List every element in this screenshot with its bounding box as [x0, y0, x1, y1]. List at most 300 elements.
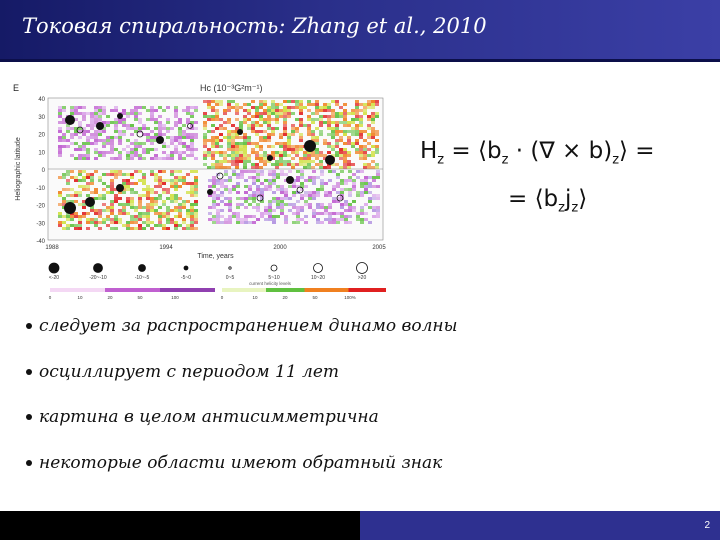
diagram-cell — [130, 112, 134, 115]
diagram-cell — [323, 106, 327, 109]
diagram-cell — [283, 100, 287, 103]
diagram-cell — [130, 197, 134, 200]
diagram-cell — [154, 203, 158, 206]
diagram-cell — [259, 130, 263, 133]
diagram-cell — [359, 103, 363, 106]
bullet-dot-icon — [26, 460, 32, 466]
diagram-cell — [138, 197, 142, 200]
diagram-cell — [243, 133, 247, 136]
diagram-cell — [166, 154, 170, 157]
diagram-cell — [308, 179, 312, 182]
diagram-cell — [228, 188, 232, 191]
diagram-cell — [231, 145, 235, 148]
diagram-cell — [376, 206, 380, 209]
diagram-cell — [106, 218, 110, 221]
diagram-cell — [267, 145, 271, 148]
diagram-cell — [272, 191, 276, 194]
diagram-cell — [328, 203, 332, 206]
diagram-cell — [223, 121, 227, 124]
diagram-cell — [320, 185, 324, 188]
diagram-cell — [174, 188, 178, 191]
diagram-cell — [243, 154, 247, 157]
diagram-cell — [307, 133, 311, 136]
diagram-cell — [94, 118, 98, 121]
diagram-cell — [328, 221, 332, 224]
colorbar-cell — [171, 288, 177, 292]
diagram-cell — [154, 224, 158, 227]
diagram-cell — [276, 176, 280, 179]
colorbar-label: 20 — [282, 295, 288, 300]
diagram-cell — [130, 157, 134, 160]
diagram-cell — [291, 148, 295, 151]
diagram-cell — [118, 203, 122, 206]
diagram-cell — [320, 203, 324, 206]
diagram-cell — [216, 188, 220, 191]
diagram-cell — [332, 185, 336, 188]
diagram-cell — [94, 224, 98, 227]
diagram-cell — [78, 191, 82, 194]
diagram-cell — [182, 203, 186, 206]
diagram-cell — [150, 157, 154, 160]
diagram-cell — [319, 130, 323, 133]
diagram-cell — [58, 151, 62, 154]
diagram-cell — [194, 209, 198, 212]
diagram-cell — [106, 124, 110, 127]
diagram-cell — [158, 182, 162, 185]
diagram-cell — [243, 115, 247, 118]
diagram-cell — [307, 115, 311, 118]
diagram-cell — [291, 112, 295, 115]
diagram-cell — [364, 203, 368, 206]
diagram-cell — [264, 179, 268, 182]
diagram-cell — [235, 166, 239, 169]
colorbar-cell — [266, 288, 272, 292]
diagram-cell — [114, 127, 118, 130]
diagram-cell — [272, 173, 276, 176]
diagram-cell — [243, 109, 247, 112]
diagram-cell — [235, 142, 239, 145]
diagram-cell — [74, 148, 78, 151]
diagram-cell — [158, 106, 162, 109]
diagram-cell — [320, 173, 324, 176]
diagram-cell — [235, 106, 239, 109]
diagram-cell — [296, 215, 300, 218]
diagram-cell — [158, 179, 162, 182]
diagram-cell — [178, 209, 182, 212]
diagram-cell — [207, 103, 211, 106]
colorbar-cell — [105, 288, 111, 292]
colorbar-label: 50 — [137, 295, 143, 300]
diagram-cell — [280, 191, 284, 194]
formula-sub: z — [571, 200, 579, 216]
diagram-cell — [364, 182, 368, 185]
diagram-cell — [150, 191, 154, 194]
colorbar-cell — [199, 288, 205, 292]
diagram-cell — [343, 121, 347, 124]
diagram-cell — [272, 218, 276, 221]
diagram-cell — [90, 142, 94, 145]
diagram-cell — [219, 151, 223, 154]
diagram-cell — [98, 112, 102, 115]
diagram-cell — [351, 163, 355, 166]
diagram-cell — [235, 157, 239, 160]
diagram-cell — [98, 109, 102, 112]
colorbar-cell — [149, 288, 155, 292]
diagram-cell — [78, 148, 82, 151]
diagram-cell — [367, 133, 371, 136]
diagram-cell — [82, 115, 86, 118]
diagram-cell — [267, 139, 271, 142]
diagram-cell — [182, 206, 186, 209]
diagram-cell — [364, 188, 368, 191]
diagram-cell — [94, 151, 98, 154]
diagram-cell — [343, 112, 347, 115]
colorbar-cell — [371, 288, 377, 292]
diagram-cell — [256, 206, 260, 209]
diagram-cell — [315, 139, 319, 142]
diagram-cell — [166, 145, 170, 148]
diagram-cell — [327, 166, 331, 169]
diagram-cell — [300, 173, 304, 176]
diagram-cell — [74, 224, 78, 227]
diagram-cell — [344, 188, 348, 191]
diagram-cell — [375, 166, 379, 169]
diagram-cell — [158, 127, 162, 130]
diagram-cell — [316, 176, 320, 179]
diagram-cell — [134, 109, 138, 112]
diagram-cell — [263, 121, 267, 124]
diagram-cell — [223, 160, 227, 163]
diagram-cell — [182, 130, 186, 133]
diagram-cell — [256, 191, 260, 194]
diagram-cell — [323, 115, 327, 118]
diagram-cell — [150, 221, 154, 224]
legend-label: <-20 — [48, 275, 60, 281]
diagram-cell — [299, 118, 303, 121]
diagram-cell — [251, 100, 255, 103]
diagram-cell — [275, 151, 279, 154]
diagram-cell — [327, 127, 331, 130]
diagram-cell — [166, 106, 170, 109]
diagram-cell — [231, 124, 235, 127]
diagram-cell — [355, 139, 359, 142]
diagram-cell — [268, 212, 272, 215]
diagram-cell — [211, 139, 215, 142]
diagram-cell — [239, 160, 243, 163]
diagram-cell — [220, 209, 224, 212]
diagram-cell — [118, 197, 122, 200]
colorbar-cell — [122, 288, 128, 292]
diagram-cell — [150, 106, 154, 109]
diagram-cell — [86, 154, 90, 157]
legend-symbol — [314, 264, 323, 273]
diagram-cell — [344, 218, 348, 221]
diagram-cell — [315, 148, 319, 151]
diagram-cell — [307, 127, 311, 130]
diagram-cell — [359, 151, 363, 154]
diagram-cell — [339, 157, 343, 160]
diagram-cell — [271, 109, 275, 112]
colorbar-cell — [327, 288, 333, 292]
diagram-cell — [114, 106, 118, 109]
diagram-cell — [259, 103, 263, 106]
diagram-cell — [146, 127, 150, 130]
diagram-cell — [335, 133, 339, 136]
diagram-cell — [348, 209, 352, 212]
diagram-cell — [371, 118, 375, 121]
diagram-cell — [347, 124, 351, 127]
diagram-cell — [178, 139, 182, 142]
diagram-cell — [371, 136, 375, 139]
diagram-cell — [130, 127, 134, 130]
formula-curl: · (∇ × b) — [508, 138, 613, 164]
diagram-cell — [142, 206, 146, 209]
diagram-cell — [236, 191, 240, 194]
y-tick-label: 40 — [38, 97, 45, 103]
diagram-cell — [227, 139, 231, 142]
diagram-cell — [364, 191, 368, 194]
diagram-cell — [220, 179, 224, 182]
diagram-cell — [138, 157, 142, 160]
diagram-cell — [216, 221, 220, 224]
diagram-cell — [110, 182, 114, 185]
diagram-cell — [375, 151, 379, 154]
diagram-cell — [106, 206, 110, 209]
diagram-cell — [255, 133, 259, 136]
diagram-cell — [336, 212, 340, 215]
diagram-cell — [94, 157, 98, 160]
diagram-cell — [150, 227, 154, 230]
diagram-cell — [194, 133, 198, 136]
diagram-cell — [243, 145, 247, 148]
diagram-cell — [162, 151, 166, 154]
diagram-cell — [295, 163, 299, 166]
diagram-cell — [102, 173, 106, 176]
diagram-cell — [178, 185, 182, 188]
diagram-cell — [150, 142, 154, 145]
diagram-cell — [351, 142, 355, 145]
diagram-cell — [126, 115, 130, 118]
figure-panel-letter: E — [13, 83, 20, 93]
colorbar-cell — [100, 288, 106, 292]
diagram-cell — [166, 188, 170, 191]
diagram-cell — [154, 176, 158, 179]
diagram-cell — [110, 203, 114, 206]
diagram-cell — [194, 218, 198, 221]
diagram-cell — [194, 127, 198, 130]
diagram-cell — [367, 148, 371, 151]
diagram-cell — [264, 185, 268, 188]
diagram-cell — [138, 203, 142, 206]
diagram-cell — [251, 115, 255, 118]
diagram-cell — [251, 166, 255, 169]
diagram-cell — [130, 173, 134, 176]
diagram-cell — [174, 206, 178, 209]
diagram-cell — [86, 148, 90, 151]
diagram-cell — [360, 209, 364, 212]
diagram-cell — [268, 215, 272, 218]
colorbar-cell — [188, 288, 194, 292]
diagram-cell — [356, 194, 360, 197]
diagram-cell — [162, 200, 166, 203]
diagram-cell — [239, 121, 243, 124]
diagram-cell — [158, 130, 162, 133]
diagram-cell — [182, 221, 186, 224]
diagram-cell — [295, 127, 299, 130]
diagram-cell — [275, 103, 279, 106]
diagram-cell — [292, 185, 296, 188]
diagram-cell — [280, 173, 284, 176]
diagram-cell — [236, 203, 240, 206]
diagram-cell — [102, 130, 106, 133]
diagram-cell — [94, 136, 98, 139]
diagram-cell — [243, 157, 247, 160]
diagram-cell — [182, 157, 186, 160]
diagram-cell — [94, 218, 98, 221]
diagram-cell — [260, 191, 264, 194]
diagram-cell — [126, 197, 130, 200]
colorbar-cell — [177, 288, 183, 292]
diagram-cell — [146, 136, 150, 139]
colorbar-cell — [204, 288, 210, 292]
diagram-cell — [190, 182, 194, 185]
colorbar-cell — [155, 288, 161, 292]
diagram-cell — [228, 221, 232, 224]
diagram-cell — [316, 221, 320, 224]
helicity-dot — [325, 155, 335, 165]
diagram-cell — [170, 157, 174, 160]
diagram-cell — [219, 100, 223, 103]
diagram-cell — [174, 109, 178, 112]
diagram-cell — [284, 191, 288, 194]
diagram-cell — [267, 118, 271, 121]
diagram-cell — [355, 151, 359, 154]
diagram-cell — [235, 154, 239, 157]
diagram-cell — [343, 142, 347, 145]
diagram-cell — [263, 154, 267, 157]
diagram-cell — [138, 224, 142, 227]
diagram-cell — [212, 218, 216, 221]
diagram-cell — [359, 154, 363, 157]
diagram-cell — [58, 221, 62, 224]
diagram-cell — [150, 109, 154, 112]
diagram-cell — [271, 163, 275, 166]
colorbar-cell — [338, 288, 344, 292]
diagram-cell — [178, 203, 182, 206]
diagram-cell — [243, 148, 247, 151]
diagram-cell — [232, 185, 236, 188]
diagram-cell — [284, 173, 288, 176]
diagram-cell — [216, 182, 220, 185]
diagram-cell — [220, 221, 224, 224]
diagram-cell — [106, 224, 110, 227]
bullet-text: картина в целом антисимметрична — [39, 407, 379, 427]
diagram-cell — [70, 133, 74, 136]
diagram-cell — [252, 182, 256, 185]
diagram-cell — [360, 206, 364, 209]
diagram-cell — [372, 179, 376, 182]
diagram-cell — [375, 139, 379, 142]
diagram-cell — [304, 203, 308, 206]
diagram-cell — [303, 163, 307, 166]
diagram-cell — [174, 106, 178, 109]
diagram-cell — [376, 176, 380, 179]
diagram-cell — [58, 212, 62, 215]
diagram-cell — [360, 212, 364, 215]
diagram-cell — [207, 100, 211, 103]
diagram-cell — [323, 142, 327, 145]
diagram-cell — [227, 133, 231, 136]
diagram-cell — [347, 121, 351, 124]
diagram-cell — [70, 106, 74, 109]
diagram-cell — [224, 185, 228, 188]
colorbar-cell — [72, 288, 78, 292]
diagram-cell — [212, 176, 216, 179]
colorbar-cell — [83, 288, 89, 292]
diagram-cell — [82, 145, 86, 148]
slide-title: Токовая спиральность: Zhang et al., 2010 — [22, 14, 487, 38]
diagram-cell — [259, 148, 263, 151]
diagram-cell — [170, 151, 174, 154]
diagram-cell — [283, 145, 287, 148]
diagram-cell — [272, 170, 276, 173]
diagram-cell — [323, 103, 327, 106]
diagram-cell — [336, 191, 340, 194]
diagram-cell — [371, 121, 375, 124]
diagram-cell — [94, 106, 98, 109]
diagram-cell — [102, 209, 106, 212]
diagram-cell — [352, 185, 356, 188]
diagram-cell — [271, 112, 275, 115]
diagram-cell — [122, 133, 126, 136]
diagram-cell — [227, 160, 231, 163]
diagram-cell — [146, 151, 150, 154]
diagram-cell — [272, 197, 276, 200]
diagram-cell — [106, 151, 110, 154]
diagram-cell — [126, 188, 130, 191]
diagram-cell — [98, 197, 102, 200]
diagram-cell — [352, 209, 356, 212]
diagram-cell — [308, 203, 312, 206]
diagram-cell — [102, 203, 106, 206]
diagram-cell — [158, 218, 162, 221]
diagram-cell — [344, 209, 348, 212]
diagram-cell — [215, 109, 219, 112]
diagram-cell — [315, 157, 319, 160]
diagram-cell — [203, 127, 207, 130]
colorbar-cell — [222, 288, 228, 292]
bullet-text: следует за распространением динамо волны — [39, 316, 458, 336]
legend-symbol — [94, 264, 103, 273]
diagram-cell — [259, 124, 263, 127]
colorbar-cell — [56, 288, 62, 292]
diagram-cell — [295, 154, 299, 157]
diagram-cell — [102, 109, 106, 112]
diagram-cell — [78, 227, 82, 230]
diagram-cell — [283, 142, 287, 145]
diagram-cell — [142, 176, 146, 179]
diagram-cell — [324, 191, 328, 194]
legend-label: -10~-5 — [134, 275, 150, 281]
diagram-cell — [94, 197, 98, 200]
diagram-cell — [142, 215, 146, 218]
diagram-cell — [268, 203, 272, 206]
diagram-cell — [291, 151, 295, 154]
diagram-cell — [58, 203, 62, 206]
helicity-dot — [304, 140, 316, 152]
diagram-cell — [227, 148, 231, 151]
diagram-cell — [340, 191, 344, 194]
